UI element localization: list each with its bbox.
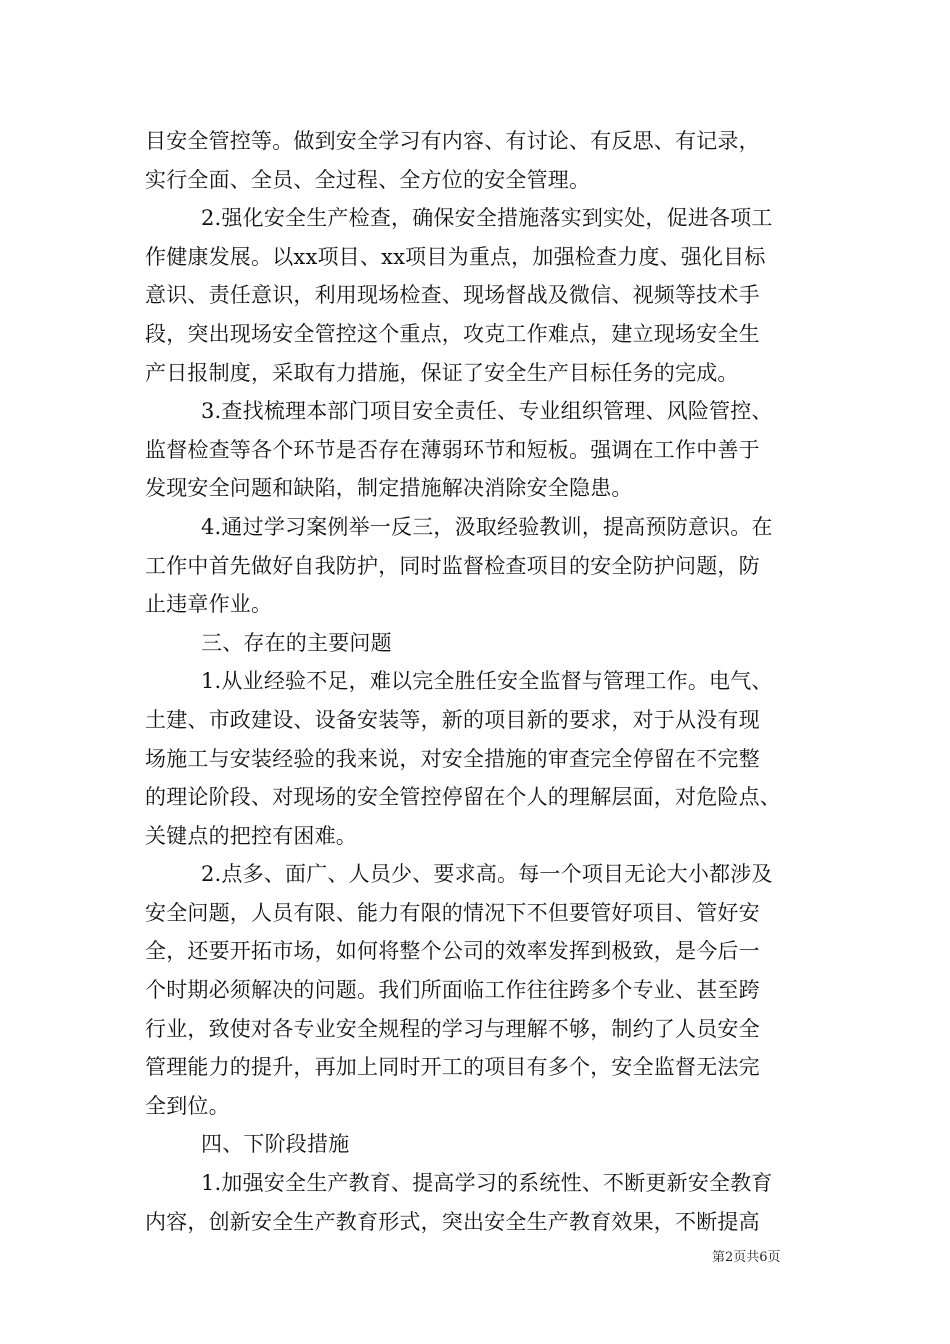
text-line: 工作中首先做好自我防护，同时监督检查项目的安全防护问题，防 bbox=[145, 553, 760, 578]
text-line: 全到位。 bbox=[145, 1093, 230, 1118]
paragraph-start: 1.从业经验不足，难以完全胜任安全监督与管理工作。电气、 bbox=[201, 669, 773, 694]
text-line: 目安全管控等。做到安全学习有内容、有讨论、有反思、有记录， bbox=[145, 129, 760, 153]
paragraph-start: 4.通过学习案例举一反三，汲取经验教训，提高预防意识。在 bbox=[201, 514, 773, 539]
text-line: 个时期必须解决的问题。我们所面临工作往往跨多个专业、甚至跨 bbox=[145, 978, 760, 1003]
text-line: 的理论阶段、对现场的安全管控停留在个人的理解层面，对危险点、 bbox=[145, 785, 781, 810]
text-line: 监督检查等各个环节是否存在薄弱环节和短板。强调在工作中善于 bbox=[145, 437, 760, 462]
text-line: 段，突出现场安全管控这个重点，攻克工作难点，建立现场安全生 bbox=[145, 321, 760, 346]
text-line: 作健康发展。以xx项目、xx项目为重点，加强检查力度、强化目标 bbox=[145, 244, 766, 269]
section-heading: 四、下阶段措施 bbox=[201, 1132, 350, 1157]
text-line: 内容，创新安全生产教育形式，突出安全生产教育效果，不断提高 bbox=[145, 1209, 760, 1234]
paragraph-start: 1.加强安全生产教育、提高学习的系统性、不断更新安全教育 bbox=[201, 1171, 773, 1196]
text-line: 发现安全问题和缺陷，制定措施解决消除安全隐患。 bbox=[145, 476, 633, 501]
text-line: 产日报制度，采取有力措施，保证了安全生产目标任务的完成。 bbox=[145, 360, 739, 385]
text-line: 全，还要开拓市场，如何将整个公司的效率发挥到极致，是今后一 bbox=[145, 939, 760, 964]
section-heading: 三、存在的主要问题 bbox=[201, 630, 392, 655]
text-line: 止违章作业。 bbox=[145, 592, 273, 617]
document-body bbox=[145, 122, 810, 1241]
page-number: 第2页共6页 bbox=[712, 1250, 781, 1265]
paragraph-start: 2.点多、面广、人员少、要求高。每一个项目无论大小都涉及 bbox=[201, 862, 773, 887]
text-line: 安全问题，人员有限、能力有限的情况下不但要管好项目、管好安 bbox=[145, 900, 760, 925]
text-line: 实行全面、全员、全过程、全方位的安全管理。 bbox=[145, 167, 591, 192]
text-line: 行业，致使对各专业安全规程的学习与理解不够，制约了人员安全 bbox=[145, 1016, 760, 1041]
paragraph-start: 3.查找梳理本部门项目安全责任、专业组织管理、风险管控、 bbox=[201, 399, 773, 424]
text-line: 土建、市政建设、设备安装等，新的项目新的要求，对于从没有现 bbox=[145, 707, 760, 732]
text-line: 关键点的把控有困难。 bbox=[145, 823, 357, 848]
text-line: 管理能力的提升，再加上同时开工的项目有多个，安全监督无法完 bbox=[145, 1055, 760, 1080]
paragraph-start: 2.强化安全生产检查，确保安全措施落实到实处，促进各项工 bbox=[201, 206, 773, 231]
text-line: 意识、责任意识，利用现场检查、现场督战及微信、视频等技术手 bbox=[145, 283, 760, 308]
text-line: 场施工与安装经验的我来说，对安全措施的审查完全停留在不完整 bbox=[145, 746, 760, 771]
